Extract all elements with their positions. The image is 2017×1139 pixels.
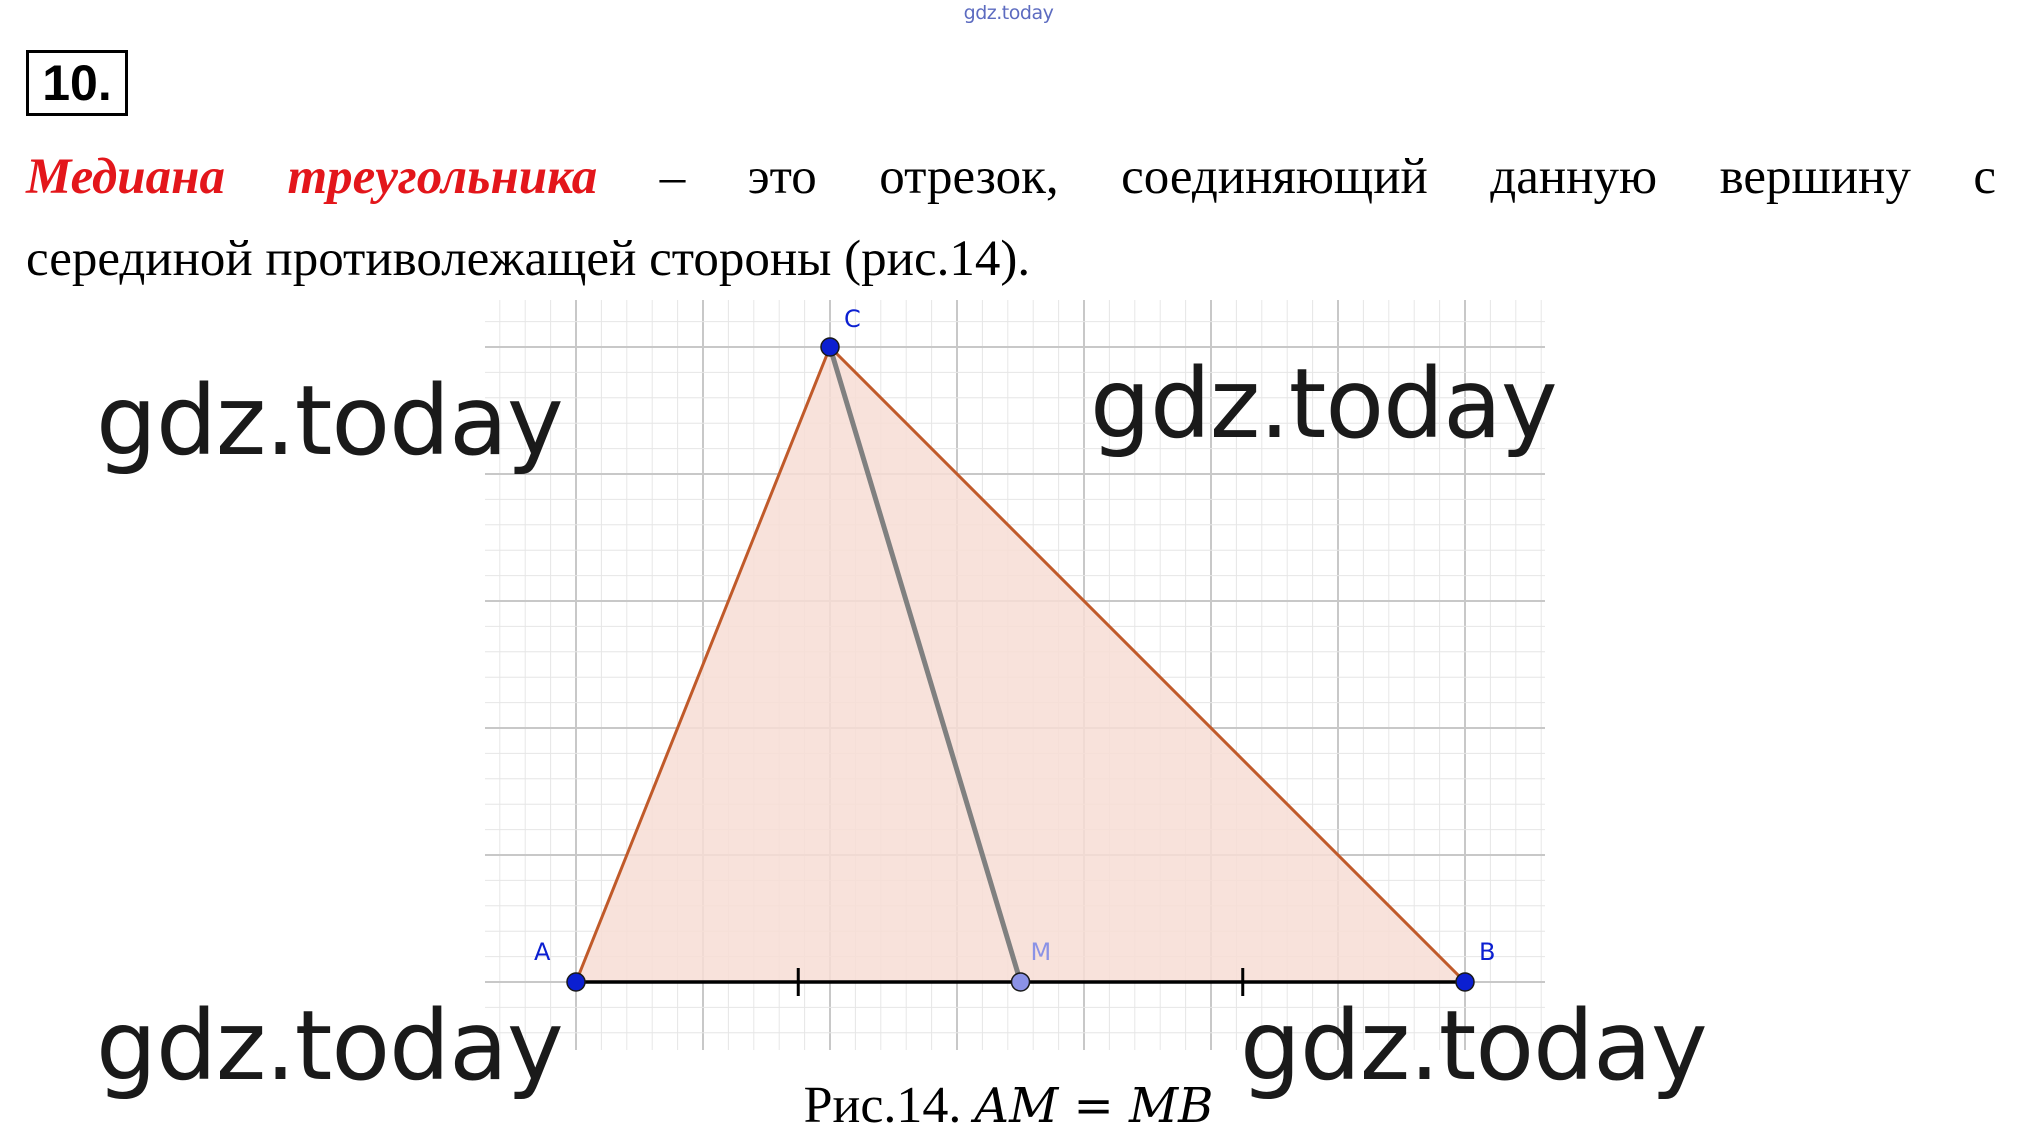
label-c: C xyxy=(844,305,861,333)
caption-prefix: Рис.14. xyxy=(803,1077,975,1134)
point-c xyxy=(821,338,839,356)
point-m xyxy=(1012,973,1030,991)
label-b: B xyxy=(1479,938,1496,966)
task-number: 10. xyxy=(26,50,128,116)
watermark-3: gdz.today xyxy=(96,990,563,1102)
top-watermark: gdz.today xyxy=(963,2,1054,24)
label-a: A xyxy=(534,938,551,966)
watermark-4: gdz.today xyxy=(1240,990,1707,1102)
point-a xyxy=(567,973,585,991)
caption-formula: AM = MB xyxy=(974,1078,1214,1134)
definition-text-1: – это отрезок, соединяющий данную вершину с xyxy=(597,149,1996,205)
point-b xyxy=(1456,973,1474,991)
definition-line-2: серединой противолежащей стороны (рис.14). xyxy=(26,231,1031,287)
label-m: M xyxy=(1030,938,1052,966)
watermark-1: gdz.today xyxy=(96,365,563,477)
watermark-2: gdz.today xyxy=(1090,348,1557,460)
definition-term: Медиана треугольника xyxy=(26,149,598,205)
